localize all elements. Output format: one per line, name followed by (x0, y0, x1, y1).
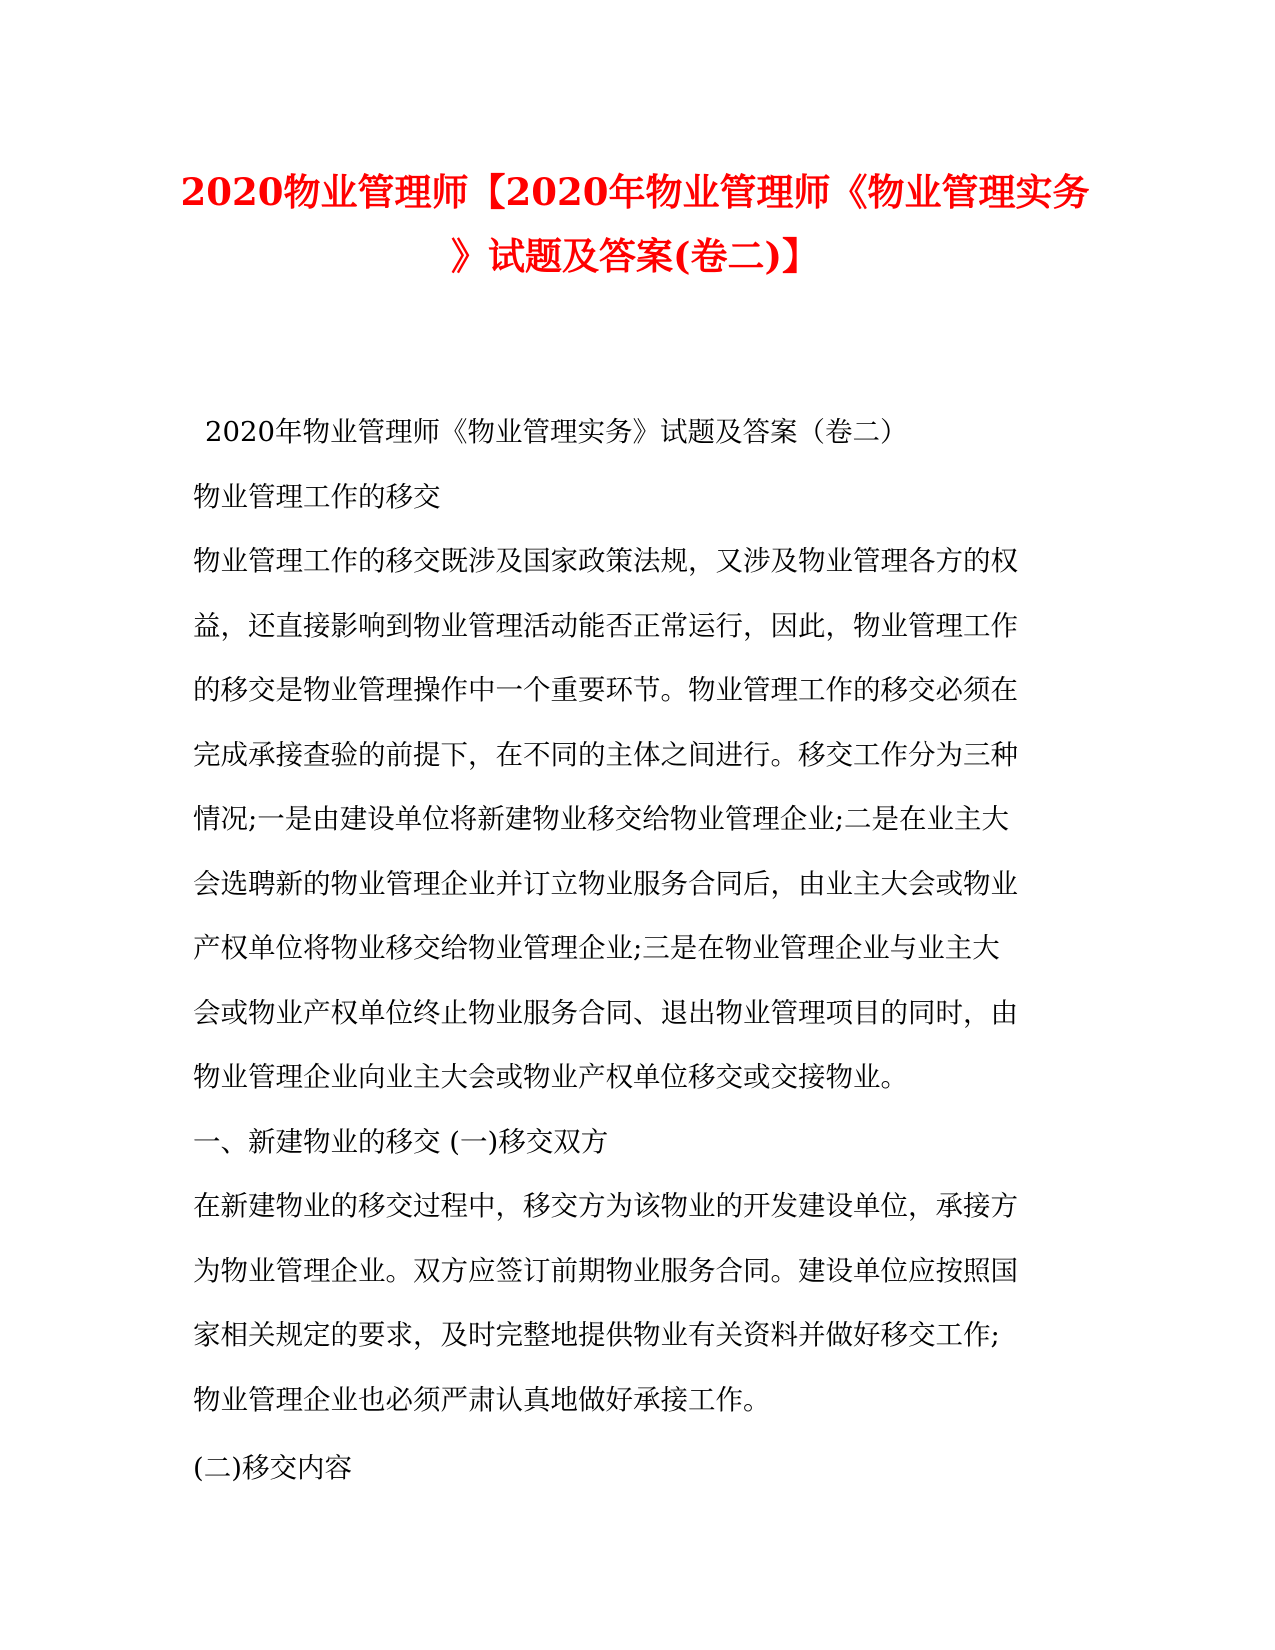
paragraph-line: 在新建物业的移交过程中，移交方为该物业的开发建设单位，承接方 (193, 1190, 1018, 1222)
paragraph-line: 物业管理企业向业主大会或物业产权单位移交或交接物业。 (193, 1061, 908, 1093)
paragraph-line: 情况;一是由建设单位将新建物业移交给物业管理企业;二是在业主大 (193, 803, 1010, 835)
document-subtitle: 2020年物业管理师《物业管理实务》试题及答案（卷二） (205, 416, 908, 448)
paragraph-transfer-overview (193, 529, 1073, 1110)
paragraph-line: 家相关规定的要求，及时完整地提供物业有关资料并做好移交工作; (193, 1319, 1000, 1351)
paragraph-line: 产权单位将物业移交给物业管理企业;三是在物业管理企业与业主大 (193, 932, 1000, 964)
paragraph-line: 为物业管理企业。双方应签订前期物业服务合同。建设单位应按照国 (193, 1254, 1018, 1287)
title-line-1: 2020物业管理师【2020年物业管理师《物业管理实务 (180, 170, 1090, 214)
paragraph-line: 会或物业产权单位终止物业服务合同、退出物业管理项目的同时，由 (193, 996, 1018, 1029)
paragraph-line: 物业管理工作的移交既涉及国家政策法规，又涉及物业管理各方的权 (193, 545, 1018, 577)
paragraph-transfer-parties (193, 1174, 1073, 1432)
section-heading-new-property: 一、新建物业的移交 (一)移交双方 (193, 1125, 609, 1158)
paragraph-line: 的移交是物业管理操作中一个重要环节。物业管理工作的移交必须在 (193, 674, 1018, 706)
section-heading-transfer-content: (二)移交内容 (193, 1452, 352, 1484)
paragraph-line: 益，还直接影响到物业管理活动能否正常运行，因此，物业管理工作 (193, 609, 1018, 642)
paragraph-line: 物业管理企业也必须严肃认真地做好承接工作。 (193, 1383, 771, 1416)
title-line-2: 》试题及答案(卷二)】 (450, 234, 819, 278)
paragraph-line: 会选聘新的物业管理企业并订立物业服务合同后，由业主大会或物业 (193, 867, 1018, 900)
paragraph-line: 完成承接查验的前提下，在不同的主体之间进行。移交工作分为三种 (193, 738, 1018, 771)
document-title (170, 160, 1100, 288)
document-body (193, 400, 1073, 1501)
section-heading-transfer: 物业管理工作的移交 (193, 480, 441, 513)
